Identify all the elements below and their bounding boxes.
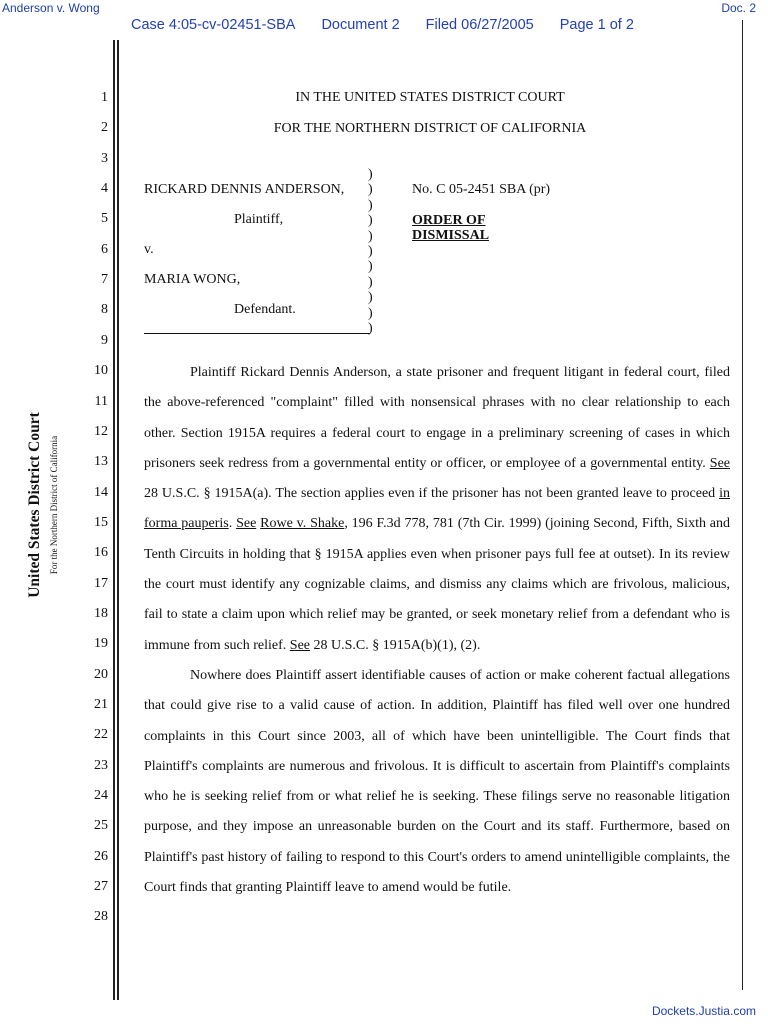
see-signal: See [709,455,730,471]
line-number: 20 [94,666,108,682]
line-number: 27 [94,879,108,895]
line-number: 12 [94,423,108,439]
order-title [412,213,489,243]
docket-number: No. C 05-2451 SBA (pr) [412,182,551,197]
p1-text-e: , 196 F.3d 778, 781 (7th Cir. 1999) (joining Second, Fifth, Sixth and Tenth Circuits in holding that § 1915A applies even when prisoner pays full fee at outset). In its review the court must identify any cognizable claims, and dismiss any claims which are frivolous, malicious, fail to state a claim upon which relief may be granted, or seek monetary relief from a defendant who is immune from such relief. [144,516,731,653]
margin-rule-left-inner [117,40,119,1000]
plaintiff-name: RICKARD DENNIS ANDERSON, [144,182,345,197]
defendant-role: Defendant. [234,302,296,317]
defendant-name: MARIA WONG, [144,272,241,287]
line-number: 26 [94,848,108,864]
case-header [131,17,656,33]
case-number: Case 4:05-cv-02451-SBA [131,17,296,33]
district-name-vertical: For the Northern District of California [49,435,59,575]
case-citation: Rowe v. Shake [260,516,345,532]
line-number: 11 [94,393,108,409]
court-title-line-1: IN THE UNITED STATES DISTRICT COURT [295,90,565,105]
order-title-line-2: DISMISSAL [412,228,490,243]
line-number: 28 [94,909,108,925]
line-number: 10 [94,363,108,379]
line-number: 5 [101,211,108,227]
court-title-line-2: FOR THE NORTHERN DISTRICT OF CALIFORNIA [273,121,587,136]
court-name-vertical: United States District Court [26,412,43,598]
plaintiff-role: Plaintiff, [234,212,284,227]
line-number: 18 [94,605,108,621]
order-title-line-1: ORDER OF [412,213,486,228]
case-title-link[interactable]: Anderson v. Wong [2,1,100,15]
line-number: 1 [101,90,108,105]
caption-rule [144,333,370,334]
line-number: 4 [101,181,108,197]
line-number: 9 [101,332,108,348]
doc-number-link[interactable]: Doc. 2 [721,1,756,15]
paragraph-1 [144,358,730,661]
line-number: 8 [101,302,108,318]
line-number: 17 [94,575,108,591]
order-body [144,358,730,903]
document-number: Document 2 [321,17,400,33]
p1-text-a: Plaintiff Rickard Dennis Anderson, a state prisoner and frequent litigant in federal court, filed the above-referenced "complaint" filled with nonsensical phrases with no clear relationship to each other. Section 1915A requires a federal court to engage in a preliminary screening of cases in which prisoners seek redress from a governmental entity or officer, or employee of a governmental entity. [144,365,730,471]
line-number: 23 [94,757,108,773]
p1-text-b: 28 U.S.C. § 1915A(a). The section applies even if the prisoner has not been granted leave to proceed [144,486,720,502]
line-number: 19 [94,636,108,652]
justia-link[interactable]: Dockets.Justia.com [651,1004,756,1018]
paragraph-2: Nowhere does Plaintiff assert identifiable causes of action or make coherent factual allegations that could give rise to a valid cause of action. In addition, Plaintiff has filed well over one hundred complaints in this Court since 2003, all of which have been unintelligible. The Court finds that Plaintiff's complaints are numerous and frivolous. It is difficult to ascertain from Plaintiff's complaints who he is seeking relief from or what relief he is seeking. These filings serve no reasonable litigation purpose, and they impose an unreasonable burden on the Court and its staff. Furthermore, based on Plaintiff's past history of failing to respond to this Court's orders to amend unintelligible complaints, the Court finds that granting Plaintiff leave to amend would be futile. [144,667,730,896]
line-number: 14 [94,484,108,500]
line-number: 16 [94,545,108,561]
margin-rule-left [113,40,115,1000]
caption-parentheses: ) ) ) ) ) ) ) ) ) ) ) [368,167,373,337]
in-forma-pauperis: in forma pauperis [144,486,730,532]
line-number: 21 [94,697,108,712]
line-number: 24 [94,788,108,804]
line-number: 22 [94,727,108,743]
line-number: 6 [101,241,108,257]
filed-date: Filed 06/27/2005 [425,17,534,33]
versus: v. [144,242,154,257]
see-signal: See [236,516,257,532]
p1-text-c: . [228,516,237,532]
line-number: 25 [94,818,108,834]
p1-text-f: 28 U.S.C. § 1915A(b)(1), (2). [310,637,481,653]
see-signal: See [289,637,311,653]
line-number: 15 [94,514,108,530]
line-number: 2 [101,120,108,136]
margin-rule-right [742,20,743,990]
page-count: Page 1 of 2 [559,17,634,33]
line-number: 3 [101,150,108,166]
line-number: 13 [94,454,108,470]
line-number: 7 [101,272,108,288]
